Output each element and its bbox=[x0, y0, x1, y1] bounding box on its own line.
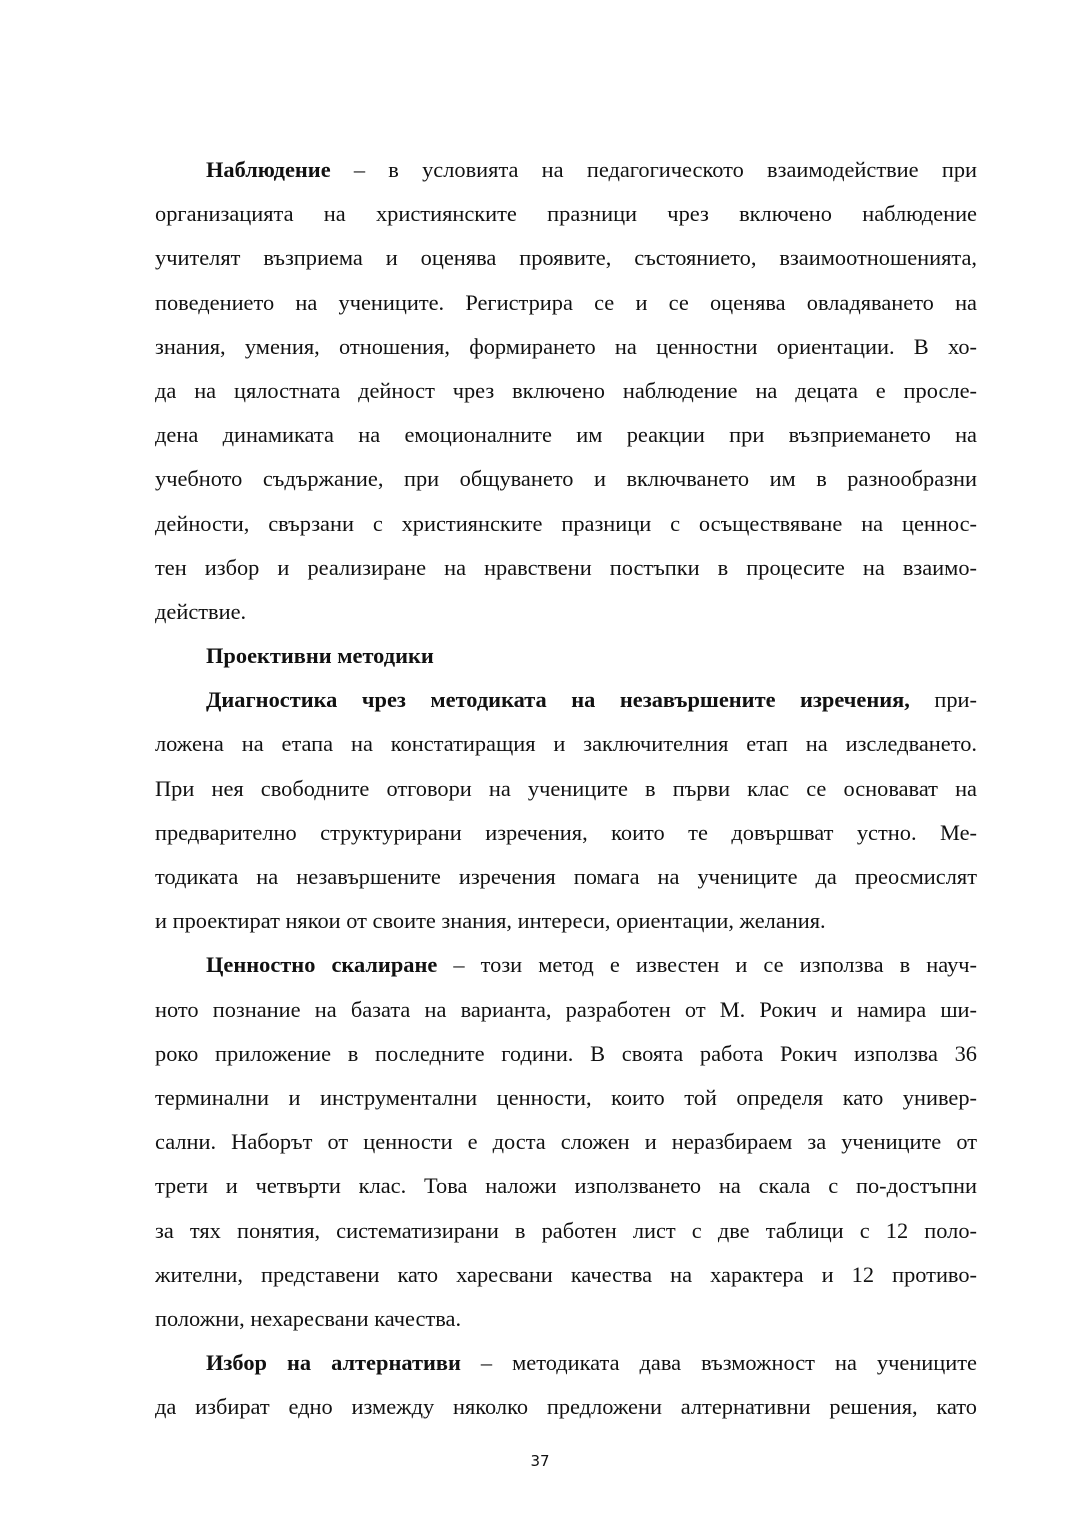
text-line: ното познание на базата на варианта, разработен от М. Рокич и намира ши- bbox=[155, 996, 977, 1022]
text-line: положни, нехаресвани качества. bbox=[155, 1305, 462, 1331]
text-line: за тях понятия, систематизирани в работен лист с две таблици с 12 поло- bbox=[155, 1217, 977, 1243]
paragraph-value-scaling bbox=[155, 943, 977, 1341]
page-number: 37 bbox=[530, 1452, 550, 1470]
paragraph-incomplete-sentences bbox=[155, 678, 977, 943]
text-line: предварително структурирани изречения, които те довършват устно. Ме- bbox=[155, 819, 977, 845]
term-alternatives: Избор на алтернативи bbox=[206, 1350, 461, 1376]
text-line: Диагностика чрез методиката на незавършените изречения, при- bbox=[206, 687, 977, 713]
text-line: ложена на етапа на констатиращия и заключителния етап на изследването. bbox=[155, 731, 977, 757]
document-body bbox=[155, 148, 977, 1429]
text-line: поведението на учениците. Регистрира се и се оценява овладяването на bbox=[155, 289, 977, 315]
text-line: дейности, свързани с християнските празници с осъществяване на ценнос- bbox=[155, 510, 977, 536]
text-line: При нея свободните отговори на учениците в първи клас се основават на bbox=[155, 775, 977, 801]
paragraph-observation bbox=[155, 148, 977, 634]
paragraph-alternatives bbox=[155, 1341, 977, 1429]
section-heading-projective-methods bbox=[155, 634, 977, 678]
heading-text: Проективни методики bbox=[206, 643, 434, 669]
term-observation: Наблюдение bbox=[206, 157, 331, 182]
text-line: учебното съдържание, при общуването и включването им в разнообразни bbox=[155, 466, 977, 492]
term-incomplete-sentences: Диагностика чрез методиката на незавършените изречения, bbox=[206, 687, 910, 713]
text-line: тен избор и реализиране на нравствени постъпки в процесите на взаимо- bbox=[155, 554, 977, 580]
text-line: знания, умения, отношения, формирането на ценностни ориентации. В хо- bbox=[155, 333, 977, 359]
term-value-scaling: Ценностно скалиране bbox=[206, 952, 438, 978]
text-line: роко приложение в последните години. В своята работа Рокич използва 36 bbox=[155, 1040, 977, 1066]
text-line: учителят възприема и оценява проявите, състоянието, взаимоотношенията, bbox=[155, 245, 977, 271]
text-line: организацията на християнските празници чрез включено наблюдение bbox=[155, 201, 977, 227]
text-line: тодиката на незавършените изречения помага на учениците да преосмислят bbox=[155, 864, 977, 889]
text-line: Избор на алтернативи – методиката дава възможност на учениците bbox=[206, 1350, 977, 1376]
text-line: Ценностно скалиране – този метод е известен и се използва в науч- bbox=[206, 952, 977, 978]
text-line: да на цялостната дейност чрез включено наблюдение на децата е просле- bbox=[155, 377, 977, 403]
text-line: терминални и инструментални ценности, които той определя като универ- bbox=[155, 1084, 977, 1110]
text-line: да избират едно измежду няколко предложени алтернативни решения, като bbox=[155, 1394, 977, 1420]
text-line: Наблюдение – в условията на педагогическото взаимодействие при bbox=[206, 157, 977, 182]
heading-line bbox=[155, 634, 977, 678]
text-line: трети и четвърти клас. Това наложи използването на скала с по-достъпни bbox=[155, 1173, 977, 1199]
text-line: и проектират някои от своите знания, интереси, ориентации, желания. bbox=[155, 908, 826, 934]
text-line: действие. bbox=[155, 598, 247, 624]
text-line: сални. Наборът от ценности е доста сложен и неразбираем за учениците от bbox=[155, 1129, 977, 1155]
text-line: жителни, представени като харесвани качества на характера и 12 противо- bbox=[155, 1261, 977, 1287]
text-line: дена динамиката на емоционалните им реакции при възприемането на bbox=[155, 422, 977, 448]
